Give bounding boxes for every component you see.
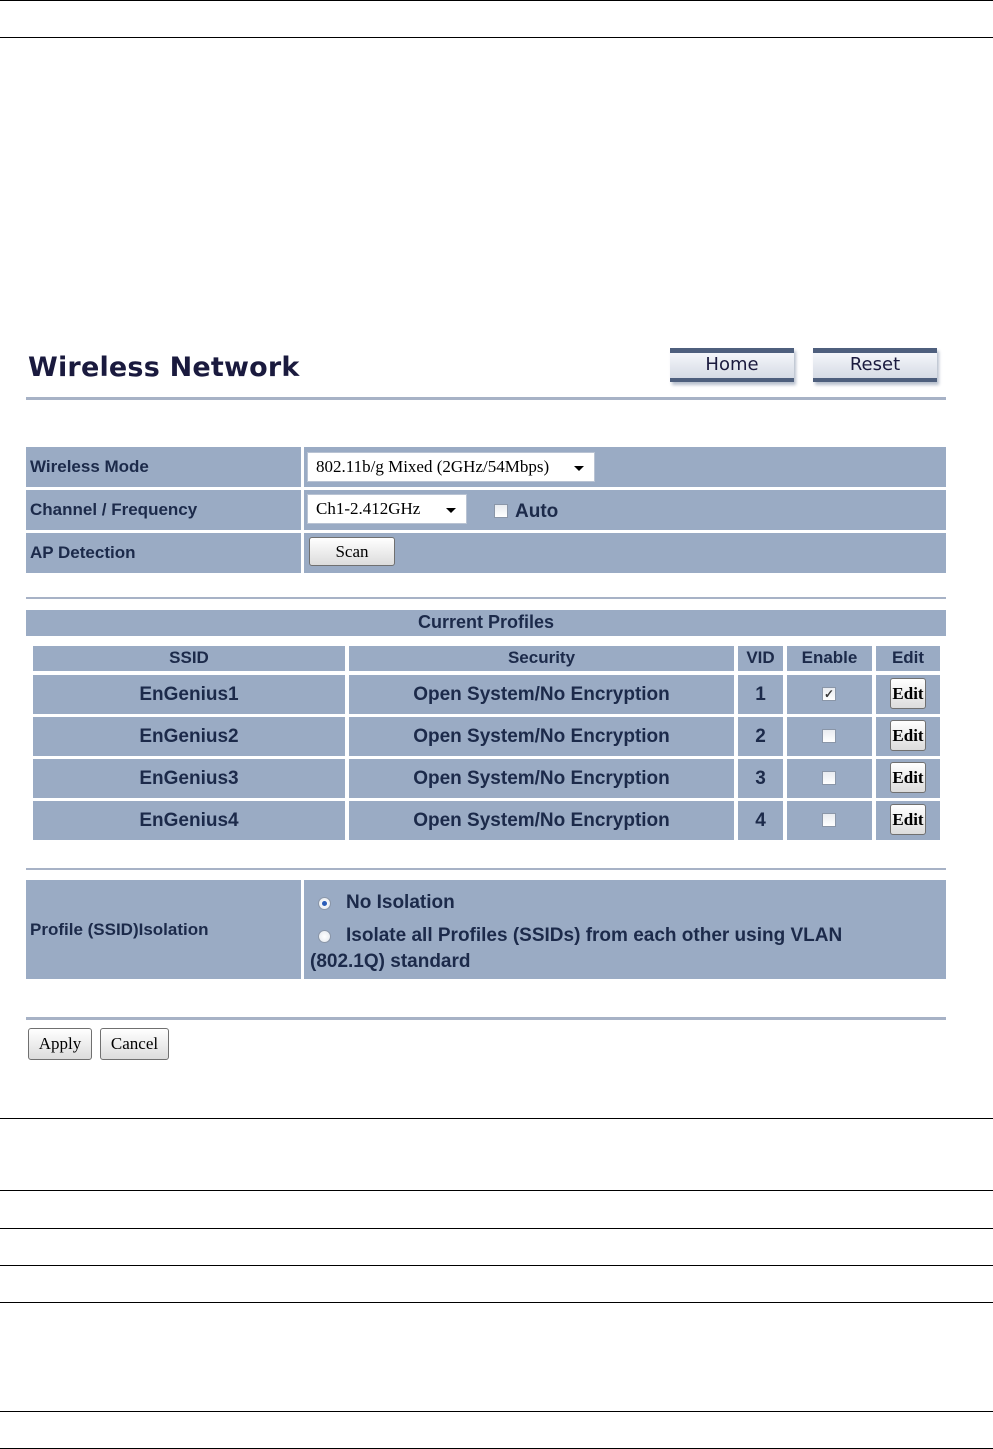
profile-edit-button[interactable]: Edit: [890, 804, 926, 835]
current-profiles-title: Current Profiles: [26, 610, 946, 636]
profile-enable-cell: [787, 717, 872, 756]
ap-detection-value-cell: [304, 533, 946, 573]
profile-ssid: EnGenius4: [33, 801, 345, 840]
section-divider-1: [26, 597, 946, 599]
wireless-mode-select[interactable]: [307, 452, 595, 482]
section-divider-3: [26, 1017, 946, 1020]
profile-edit-button[interactable]: Edit: [890, 678, 926, 709]
isolate-profiles-radio[interactable]: [318, 930, 331, 943]
profile-edit-cell: [876, 801, 940, 840]
profile-edit-button[interactable]: Edit: [890, 762, 926, 793]
footer-divider-3: [0, 1228, 993, 1229]
profile-enable-cell: [787, 675, 872, 714]
footer-divider-5: [0, 1302, 993, 1303]
profile-enable-checkbox[interactable]: [822, 729, 836, 743]
column-header-security: Security: [349, 646, 734, 671]
section-divider-2: [26, 868, 946, 870]
wireless-mode-value-cell: [304, 447, 946, 487]
profile-security: Open System/No Encryption: [349, 717, 734, 756]
footer-divider-4: [0, 1265, 993, 1266]
isolate-profiles-label-cont: (802.1Q) standard: [310, 951, 471, 972]
profile-security: Open System/No Encryption: [349, 759, 734, 798]
apply-button[interactable]: Apply: [28, 1028, 92, 1060]
reset-button[interactable]: Reset: [813, 348, 937, 382]
isolation-label: Profile (SSID)Isolation: [30, 920, 209, 939]
profile-edit-cell: [876, 675, 940, 714]
profile-vid: 2: [738, 717, 783, 756]
profile-security: Open System/No Encryption: [349, 801, 734, 840]
profile-ssid: EnGenius2: [33, 717, 345, 756]
page-title: Wireless Network: [28, 352, 300, 383]
title-underline: [26, 397, 946, 400]
isolation-options-cell: [304, 880, 946, 979]
chevron-down-icon: [574, 466, 584, 471]
profile-enable-checkbox[interactable]: [822, 813, 836, 827]
footer-divider-2: [0, 1190, 993, 1191]
footer-divider-1: [0, 1118, 993, 1119]
profile-vid: 4: [738, 801, 783, 840]
channel-value: Ch1-2.412GHz: [316, 499, 421, 518]
auto-label: Auto: [515, 501, 559, 522]
isolate-profiles-label: Isolate all Profiles (SSIDs) from each other using VLAN: [346, 925, 843, 946]
channel-label-cell: [26, 490, 301, 530]
wireless-mode-label: Wireless Mode: [30, 457, 149, 476]
profile-enable-checkbox[interactable]: ✓: [823, 687, 835, 701]
header-divider: [0, 37, 993, 38]
channel-select[interactable]: [307, 494, 467, 524]
column-header-enable: Enable: [787, 646, 872, 671]
profile-security: Open System/No Encryption: [349, 675, 734, 714]
auto-checkbox[interactable]: [494, 504, 508, 518]
profile-ssid: EnGenius1: [33, 675, 345, 714]
ap-detection-label: AP Detection: [30, 543, 136, 562]
profile-edit-cell: [876, 759, 940, 798]
channel-label: Channel / Frequency: [30, 500, 198, 519]
wireless-mode-label-cell: [26, 447, 301, 487]
ap-detection-label-cell: [26, 533, 301, 573]
home-button[interactable]: Home: [670, 348, 794, 382]
profile-vid: 3: [738, 759, 783, 798]
scan-button[interactable]: Scan: [309, 537, 395, 566]
column-header-edit: Edit: [876, 646, 940, 671]
profile-edit-button[interactable]: Edit: [890, 720, 926, 751]
profile-edit-cell: [876, 717, 940, 756]
chevron-down-icon: [446, 508, 456, 513]
column-header-ssid: SSID: [33, 646, 345, 671]
profile-enable-cell: [787, 759, 872, 798]
isolation-label-cell: [26, 880, 301, 979]
wireless-mode-value: 802.11b/g Mixed (2GHz/54Mbps): [316, 457, 550, 476]
profile-ssid: EnGenius3: [33, 759, 345, 798]
profile-enable-checkbox[interactable]: [822, 771, 836, 785]
page-top-border: [0, 0, 993, 1]
no-isolation-radio[interactable]: [318, 897, 331, 910]
no-isolation-label: No Isolation: [346, 892, 455, 913]
profile-vid: 1: [738, 675, 783, 714]
cancel-button[interactable]: Cancel: [100, 1028, 169, 1060]
channel-value-cell: [304, 490, 946, 530]
footer-divider-6: [0, 1411, 993, 1412]
column-header-vid: VID: [738, 646, 783, 671]
profile-enable-cell: [787, 801, 872, 840]
